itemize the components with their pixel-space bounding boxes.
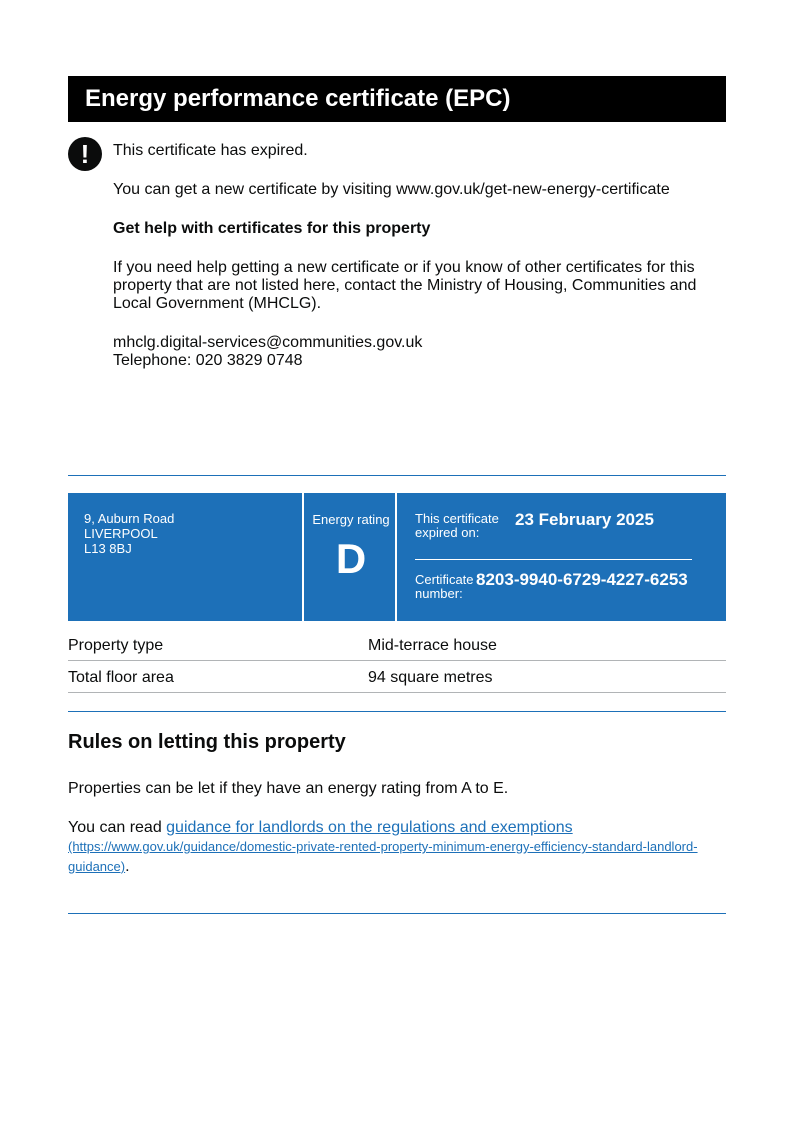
certificate-number-label-line-1: Certificate: [415, 572, 474, 587]
certificate-number-label-line-2: number:: [415, 586, 463, 601]
letting-rating-text: Properties can be let if they have an energy rating from A to E.: [68, 780, 509, 797]
expiry-label-line-2: expired on:: [415, 525, 480, 540]
expired-message: This certificate has expired.: [113, 142, 308, 159]
address-line-1: 9, Auburn Road: [84, 511, 175, 526]
property-type-value: Mid-terrace house: [368, 637, 497, 654]
summary-inner-divider: [415, 559, 692, 560]
property-address: [84, 511, 174, 556]
contact-email: mhclg.digital-services@communities.gov.uk: [113, 334, 423, 351]
floor-area-value: 94 square metres: [368, 669, 493, 686]
property-type-row: [68, 629, 726, 661]
guidance-period: .: [125, 858, 130, 875]
expired-notice: [113, 142, 733, 370]
expiry-date: 23 February 2025: [515, 510, 654, 529]
floor-area-label: Total floor area: [68, 669, 174, 686]
energy-rating-label: Energy rating: [312, 512, 390, 527]
floor-area-row: [68, 661, 726, 693]
help-heading: Get help with certificates for this property: [113, 220, 431, 237]
contact-telephone: Telephone: 020 3829 0748: [113, 352, 303, 369]
certificate-number: 8203-9940-6729-4227-6253: [476, 570, 688, 589]
guidance-prefix: You can read: [68, 819, 167, 836]
exclamation-icon: !: [68, 137, 102, 171]
certificate-number-label: [415, 573, 474, 601]
page-title: Energy performance certificate (EPC): [68, 76, 726, 122]
guidance-url-link[interactable]: (https://www.gov.uk/guidance/domestic-private-rented-property-minimum-energy-efficiency-standard-landlord-guidance): [68, 839, 698, 874]
address-postcode: L13 8BJ: [84, 541, 132, 556]
property-type-label: Property type: [68, 637, 164, 654]
guidance-link[interactable]: guidance for landlords on the regulations and exemptions: [166, 819, 573, 836]
guidance-paragraph: [68, 819, 728, 877]
section-divider: [68, 913, 726, 914]
summary-divider: [395, 493, 397, 621]
address-line-2: LIVERPOOL: [84, 526, 158, 541]
new-certificate-message: You can get a new certificate by visiting www.gov.uk/get-new-energy-certificate: [113, 181, 670, 198]
certificate-summary: [68, 493, 726, 621]
rules-heading: Rules on letting this property: [68, 731, 346, 753]
expiry-label-line-1: This certificate: [415, 511, 499, 526]
section-divider: [68, 475, 726, 476]
expiry-label: [415, 512, 499, 540]
help-text: If you need help getting a new certificate or if you know of other certificates for this property that are not listed here, contact the Ministry of Housing, Communities and Local Government (MHCLG).: [113, 259, 697, 312]
energy-rating-value: D: [335, 535, 367, 582]
section-divider: [68, 711, 726, 712]
